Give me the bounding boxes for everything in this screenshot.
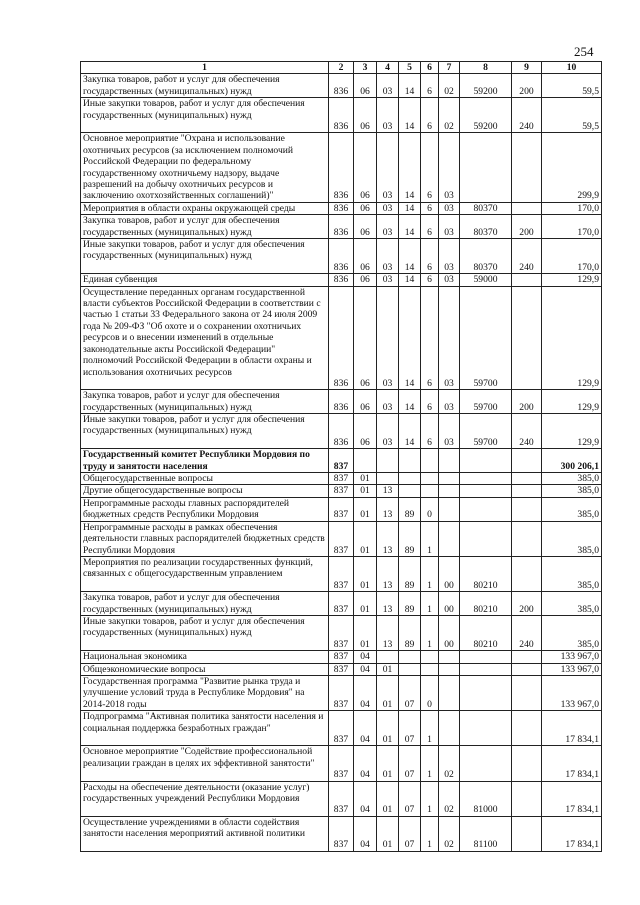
activity-code-cell	[439, 449, 460, 473]
amount-cell: 170,0	[542, 202, 602, 214]
target-article-code-cell: 59700	[460, 414, 512, 449]
section-code-cell: 04	[354, 711, 377, 746]
subsection-code-cell: 13	[377, 521, 399, 556]
table-header-row	[81, 62, 602, 74]
subsection-code-cell	[377, 651, 399, 663]
row-name-cell: Общегосударственные вопросы	[81, 473, 329, 485]
chapter-code-cell: 836	[329, 286, 354, 390]
target-article-code-cell: 80210	[460, 615, 512, 650]
row-name-cell: Закупка товаров, работ и услуг для обеспечения государственных (муниципальных) нужд	[81, 390, 329, 414]
header-cell: 8	[460, 62, 512, 74]
target-article-code-cell: 81100	[460, 816, 512, 851]
program-code-cell: 07	[399, 746, 421, 781]
subprogram-code-cell: 1	[421, 615, 439, 650]
activity-code-cell	[439, 473, 460, 485]
amount-cell: 129,9	[542, 414, 602, 449]
activity-code-cell: 00	[439, 592, 460, 616]
header-cell: 4	[377, 62, 399, 74]
table-row	[81, 414, 602, 449]
expense-type-code-cell: 240	[512, 414, 542, 449]
header-cell: 1	[81, 62, 329, 74]
amount-cell: 385,0	[542, 485, 602, 497]
subprogram-code-cell: 6	[421, 390, 439, 414]
expense-type-code-cell	[512, 711, 542, 746]
chapter-code-cell: 836	[329, 274, 354, 286]
subprogram-code-cell	[421, 651, 439, 663]
target-article-code-cell	[460, 473, 512, 485]
amount-cell: 17 834,1	[542, 816, 602, 851]
activity-code-cell: 02	[439, 746, 460, 781]
chapter-code-cell: 837	[329, 473, 354, 485]
subsection-code-cell	[377, 449, 399, 473]
table-row	[81, 133, 602, 202]
subprogram-code-cell: 1	[421, 556, 439, 591]
target-article-code-cell	[460, 651, 512, 663]
row-name-cell: Непрограммные расходы в рамках обеспечения деятельности главных распорядителей бюджетных средств Республики Мордовия	[81, 521, 329, 556]
table-row	[81, 663, 602, 675]
chapter-code-cell: 836	[329, 414, 354, 449]
chapter-code-cell: 837	[329, 521, 354, 556]
amount-cell: 299,9	[542, 133, 602, 202]
expense-type-code-cell	[512, 202, 542, 214]
expense-type-code-cell	[512, 675, 542, 710]
row-name-cell: Национальная экономика	[81, 651, 329, 663]
expense-type-code-cell	[512, 781, 542, 816]
subsection-code-cell: 03	[377, 98, 399, 133]
row-name-cell: Иные закупки товаров, работ и услуг для обеспечения государственных (муниципальных) нужд	[81, 414, 329, 449]
program-code-cell: 07	[399, 781, 421, 816]
chapter-code-cell: 837	[329, 449, 354, 473]
section-code-cell: 06	[354, 274, 377, 286]
target-article-code-cell	[460, 497, 512, 521]
table-row	[81, 473, 602, 485]
chapter-code-cell: 837	[329, 746, 354, 781]
table-row	[81, 239, 602, 274]
subsection-code-cell: 03	[377, 274, 399, 286]
subsection-code-cell: 03	[377, 202, 399, 214]
target-article-code-cell: 80370	[460, 202, 512, 214]
table-row	[81, 390, 602, 414]
page-number: 254	[574, 44, 594, 59]
header-cell: 7	[439, 62, 460, 74]
subprogram-code-cell: 1	[421, 746, 439, 781]
subprogram-code-cell: 6	[421, 74, 439, 98]
expense-type-code-cell: 200	[512, 74, 542, 98]
table-row	[81, 592, 602, 616]
table-row	[81, 651, 602, 663]
program-code-cell: 14	[399, 414, 421, 449]
subsection-code-cell: 01	[377, 746, 399, 781]
program-code-cell: 14	[399, 133, 421, 202]
target-article-code-cell: 59200	[460, 98, 512, 133]
activity-code-cell: 02	[439, 781, 460, 816]
table-row	[81, 675, 602, 710]
table-row	[81, 497, 602, 521]
subprogram-code-cell: 6	[421, 274, 439, 286]
chapter-code-cell: 837	[329, 816, 354, 851]
chapter-code-cell: 836	[329, 390, 354, 414]
chapter-code-cell: 836	[329, 239, 354, 274]
subprogram-code-cell: 0	[421, 497, 439, 521]
subsection-code-cell: 01	[377, 816, 399, 851]
chapter-code-cell: 837	[329, 711, 354, 746]
expense-type-code-cell	[512, 274, 542, 286]
table-row	[81, 202, 602, 214]
row-name-cell: Мероприятия в области охраны окружающей среды	[81, 202, 329, 214]
section-code-cell: 01	[354, 473, 377, 485]
expense-type-code-cell: 200	[512, 592, 542, 616]
activity-code-cell: 03	[439, 239, 460, 274]
subprogram-code-cell: 1	[421, 521, 439, 556]
subsection-code-cell: 01	[377, 711, 399, 746]
subsection-code-cell: 13	[377, 592, 399, 616]
program-code-cell: 89	[399, 497, 421, 521]
amount-cell: 17 834,1	[542, 781, 602, 816]
amount-cell: 385,0	[542, 521, 602, 556]
chapter-code-cell: 836	[329, 202, 354, 214]
target-article-code-cell	[460, 663, 512, 675]
section-code-cell: 04	[354, 746, 377, 781]
target-article-code-cell	[460, 675, 512, 710]
row-name-cell: Закупка товаров, работ и услуг для обеспечения государственных (муниципальных) нужд	[81, 592, 329, 616]
subsection-code-cell	[377, 473, 399, 485]
section-code-cell: 04	[354, 781, 377, 816]
table-row	[81, 286, 602, 390]
target-article-code-cell: 59700	[460, 390, 512, 414]
expense-type-code-cell: 200	[512, 390, 542, 414]
activity-code-cell	[439, 521, 460, 556]
expense-type-code-cell	[512, 816, 542, 851]
activity-code-cell: 03	[439, 133, 460, 202]
section-code-cell: 01	[354, 615, 377, 650]
table-row	[81, 521, 602, 556]
target-article-code-cell: 81000	[460, 781, 512, 816]
amount-cell: 385,0	[542, 592, 602, 616]
row-name-cell: Основное мероприятие "Содействие профессиональной реализации граждан в целях их эффективной занятости"	[81, 746, 329, 781]
header-cell: 2	[329, 62, 354, 74]
expense-type-code-cell	[512, 286, 542, 390]
row-name-cell: Государственный комитет Республики Мордовия по труду и занятости населения	[81, 449, 329, 473]
expense-type-code-cell: 240	[512, 615, 542, 650]
row-name-cell: Иные закупки товаров, работ и услуг для обеспечения государственных (муниципальных) нужд	[81, 98, 329, 133]
target-article-code-cell	[460, 521, 512, 556]
activity-code-cell: 03	[439, 202, 460, 214]
subsection-code-cell: 03	[377, 286, 399, 390]
amount-cell: 133 967,0	[542, 651, 602, 663]
activity-code-cell: 00	[439, 615, 460, 650]
table-row	[81, 274, 602, 286]
section-code-cell: 01	[354, 485, 377, 497]
target-article-code-cell: 59700	[460, 286, 512, 390]
subprogram-code-cell: 1	[421, 711, 439, 746]
activity-code-cell: 02	[439, 98, 460, 133]
target-article-code-cell	[460, 133, 512, 202]
amount-cell: 129,9	[542, 390, 602, 414]
subprogram-code-cell: 6	[421, 215, 439, 239]
subsection-code-cell: 03	[377, 239, 399, 274]
section-code-cell: 04	[354, 651, 377, 663]
row-name-cell: Государственная программа "Развитие рынка труда и улучшение условий труда в Республике Мордовия" на 2014-2018 годы	[81, 675, 329, 710]
header-cell: 9	[512, 62, 542, 74]
table-row	[81, 74, 602, 98]
section-code-cell: 06	[354, 239, 377, 274]
row-name-cell: Иные закупки товаров, работ и услуг для обеспечения государственных (муниципальных) нужд	[81, 615, 329, 650]
target-article-code-cell: 59200	[460, 74, 512, 98]
row-name-cell: Непрограммные расходы главных распорядителей бюджетных средств Республики Мордовия	[81, 497, 329, 521]
section-code-cell: 04	[354, 675, 377, 710]
expense-type-code-cell	[512, 449, 542, 473]
amount-cell: 385,0	[542, 615, 602, 650]
target-article-code-cell	[460, 485, 512, 497]
row-name-cell: Осуществление переданных органам государственной власти субъектов Российской Федерации в соответствии с частью 1 статьи 33 Федерального закона от 24 июля 2009 года № 209-ФЗ "Об охоте и о сохранении охотничьих ресурсов и о внесении изменений в отдельные законодательные акты Российской Федерации" полномочий Российской Федерации в области охраны и использования охотничьих ресурсов	[81, 286, 329, 390]
subsection-code-cell: 03	[377, 133, 399, 202]
chapter-code-cell: 837	[329, 651, 354, 663]
chapter-code-cell: 837	[329, 675, 354, 710]
expense-type-code-cell	[512, 497, 542, 521]
target-article-code-cell: 80210	[460, 556, 512, 591]
amount-cell: 17 834,1	[542, 746, 602, 781]
section-code-cell	[354, 449, 377, 473]
chapter-code-cell: 836	[329, 98, 354, 133]
row-name-cell: Иные закупки товаров, работ и услуг для обеспечения государственных (муниципальных) нужд	[81, 239, 329, 274]
table-row	[81, 485, 602, 497]
row-name-cell: Единая субвенция	[81, 274, 329, 286]
subprogram-code-cell	[421, 485, 439, 497]
subsection-code-cell: 01	[377, 663, 399, 675]
amount-cell: 170,0	[542, 239, 602, 274]
header-cell: 6	[421, 62, 439, 74]
program-code-cell: 14	[399, 74, 421, 98]
activity-code-cell	[439, 711, 460, 746]
row-name-cell: Осуществление учреждениями в области содействия занятости населения мероприятий активной политики	[81, 816, 329, 851]
expense-type-code-cell: 200	[512, 215, 542, 239]
amount-cell: 133 967,0	[542, 675, 602, 710]
subprogram-code-cell	[421, 663, 439, 675]
activity-code-cell: 03	[439, 390, 460, 414]
chapter-code-cell: 837	[329, 485, 354, 497]
table-row	[81, 556, 602, 591]
amount-cell: 385,0	[542, 473, 602, 485]
row-name-cell: Мероприятия по реализации государственных функций, связанных с общегосударственным управлением	[81, 556, 329, 591]
subsection-code-cell: 13	[377, 485, 399, 497]
expense-type-code-cell	[512, 746, 542, 781]
row-name-cell: Общеэкономические вопросы	[81, 663, 329, 675]
target-article-code-cell: 80210	[460, 592, 512, 616]
amount-cell: 129,9	[542, 274, 602, 286]
activity-code-cell: 00	[439, 556, 460, 591]
table-row	[81, 615, 602, 650]
header-cell: 3	[354, 62, 377, 74]
chapter-code-cell: 837	[329, 663, 354, 675]
program-code-cell: 14	[399, 390, 421, 414]
program-code-cell	[399, 651, 421, 663]
header-cell: 10	[542, 62, 602, 74]
activity-code-cell	[439, 675, 460, 710]
row-name-cell: Закупка товаров, работ и услуг для обеспечения государственных (муниципальных) нужд	[81, 215, 329, 239]
row-name-cell: Закупка товаров, работ и услуг для обеспечения государственных (муниципальных) нужд	[81, 74, 329, 98]
table-row	[81, 781, 602, 816]
subprogram-code-cell: 6	[421, 239, 439, 274]
subsection-code-cell: 03	[377, 390, 399, 414]
section-code-cell: 01	[354, 592, 377, 616]
row-name-cell: Основное мероприятие "Охрана и использование охотничьих ресурсов (за исключением полномочий Российской Федерации по федеральному государственному охотничьему надзору, выдаче разрешений на добычу охотничьих ресурсов и заключению охотхозяйственных соглашений)"	[81, 133, 329, 202]
subprogram-code-cell: 6	[421, 202, 439, 214]
section-code-cell: 06	[354, 98, 377, 133]
target-article-code-cell	[460, 449, 512, 473]
subprogram-code-cell: 6	[421, 98, 439, 133]
program-code-cell: 14	[399, 202, 421, 214]
table-row	[81, 449, 602, 473]
program-code-cell	[399, 449, 421, 473]
program-code-cell: 14	[399, 274, 421, 286]
program-code-cell	[399, 473, 421, 485]
program-code-cell: 14	[399, 286, 421, 390]
section-code-cell: 04	[354, 816, 377, 851]
expense-type-code-cell	[512, 556, 542, 591]
expense-type-code-cell	[512, 663, 542, 675]
table-row	[81, 215, 602, 239]
program-code-cell: 14	[399, 215, 421, 239]
chapter-code-cell: 836	[329, 74, 354, 98]
program-code-cell: 07	[399, 675, 421, 710]
program-code-cell: 89	[399, 521, 421, 556]
section-code-cell: 06	[354, 133, 377, 202]
target-article-code-cell	[460, 711, 512, 746]
activity-code-cell: 03	[439, 286, 460, 390]
activity-code-cell: 02	[439, 816, 460, 851]
target-article-code-cell: 59000	[460, 274, 512, 286]
program-code-cell: 07	[399, 816, 421, 851]
expense-type-code-cell	[512, 651, 542, 663]
subsection-code-cell: 01	[377, 781, 399, 816]
section-code-cell: 01	[354, 521, 377, 556]
amount-cell: 129,9	[542, 286, 602, 390]
amount-cell: 385,0	[542, 497, 602, 521]
subsection-code-cell: 13	[377, 556, 399, 591]
target-article-code-cell: 80370	[460, 239, 512, 274]
program-code-cell: 14	[399, 239, 421, 274]
subsection-code-cell: 03	[377, 414, 399, 449]
table-row	[81, 711, 602, 746]
program-code-cell: 14	[399, 98, 421, 133]
header-cell: 5	[399, 62, 421, 74]
amount-cell: 17 834,1	[542, 711, 602, 746]
subprogram-code-cell: 6	[421, 133, 439, 202]
chapter-code-cell: 836	[329, 133, 354, 202]
activity-code-cell: 02	[439, 74, 460, 98]
activity-code-cell: 03	[439, 414, 460, 449]
activity-code-cell: 03	[439, 215, 460, 239]
row-name-cell: Другие общегосударственные вопросы	[81, 485, 329, 497]
chapter-code-cell: 837	[329, 556, 354, 591]
activity-code-cell	[439, 485, 460, 497]
section-code-cell: 01	[354, 497, 377, 521]
chapter-code-cell: 837	[329, 592, 354, 616]
expense-type-code-cell	[512, 521, 542, 556]
section-code-cell: 04	[354, 663, 377, 675]
chapter-code-cell: 836	[329, 215, 354, 239]
amount-cell: 59,5	[542, 98, 602, 133]
expense-type-code-cell	[512, 485, 542, 497]
program-code-cell	[399, 485, 421, 497]
subsection-code-cell: 03	[377, 74, 399, 98]
subprogram-code-cell	[421, 473, 439, 485]
table-row	[81, 98, 602, 133]
subprogram-code-cell	[421, 449, 439, 473]
section-code-cell: 06	[354, 215, 377, 239]
activity-code-cell	[439, 497, 460, 521]
amount-cell: 170,0	[542, 215, 602, 239]
section-code-cell: 06	[354, 286, 377, 390]
section-code-cell: 01	[354, 556, 377, 591]
amount-cell: 300 206,1	[542, 449, 602, 473]
section-code-cell: 06	[354, 390, 377, 414]
program-code-cell: 89	[399, 556, 421, 591]
program-code-cell: 89	[399, 592, 421, 616]
target-article-code-cell: 80370	[460, 215, 512, 239]
program-code-cell: 07	[399, 711, 421, 746]
subsection-code-cell: 13	[377, 497, 399, 521]
chapter-code-cell: 837	[329, 497, 354, 521]
target-article-code-cell	[460, 746, 512, 781]
row-name-cell: Подпрограмма "Активная политика занятости населения и социальная поддержка безработных граждан"	[81, 711, 329, 746]
amount-cell: 133 967,0	[542, 663, 602, 675]
subprogram-code-cell: 1	[421, 816, 439, 851]
table-body	[81, 74, 602, 851]
section-code-cell: 06	[354, 202, 377, 214]
budget-table	[80, 61, 602, 852]
activity-code-cell: 03	[439, 274, 460, 286]
subprogram-code-cell: 1	[421, 781, 439, 816]
amount-cell: 59,5	[542, 74, 602, 98]
program-code-cell: 89	[399, 615, 421, 650]
row-name-cell: Расходы на обеспечение деятельности (оказание услуг) государственных учреждений Республики Мордовия	[81, 781, 329, 816]
amount-cell: 385,0	[542, 556, 602, 591]
expense-type-code-cell	[512, 133, 542, 202]
activity-code-cell	[439, 651, 460, 663]
expense-type-code-cell: 240	[512, 239, 542, 274]
expense-type-code-cell: 240	[512, 98, 542, 133]
subsection-code-cell: 03	[377, 215, 399, 239]
program-code-cell	[399, 663, 421, 675]
table-row	[81, 746, 602, 781]
chapter-code-cell: 837	[329, 781, 354, 816]
subsection-code-cell: 13	[377, 615, 399, 650]
expense-type-code-cell	[512, 473, 542, 485]
subprogram-code-cell: 6	[421, 414, 439, 449]
subprogram-code-cell: 1	[421, 592, 439, 616]
section-code-cell: 06	[354, 414, 377, 449]
table-row	[81, 816, 602, 851]
subsection-code-cell: 01	[377, 675, 399, 710]
section-code-cell: 06	[354, 74, 377, 98]
activity-code-cell	[439, 663, 460, 675]
subprogram-code-cell: 6	[421, 286, 439, 390]
subprogram-code-cell: 0	[421, 675, 439, 710]
chapter-code-cell: 837	[329, 615, 354, 650]
